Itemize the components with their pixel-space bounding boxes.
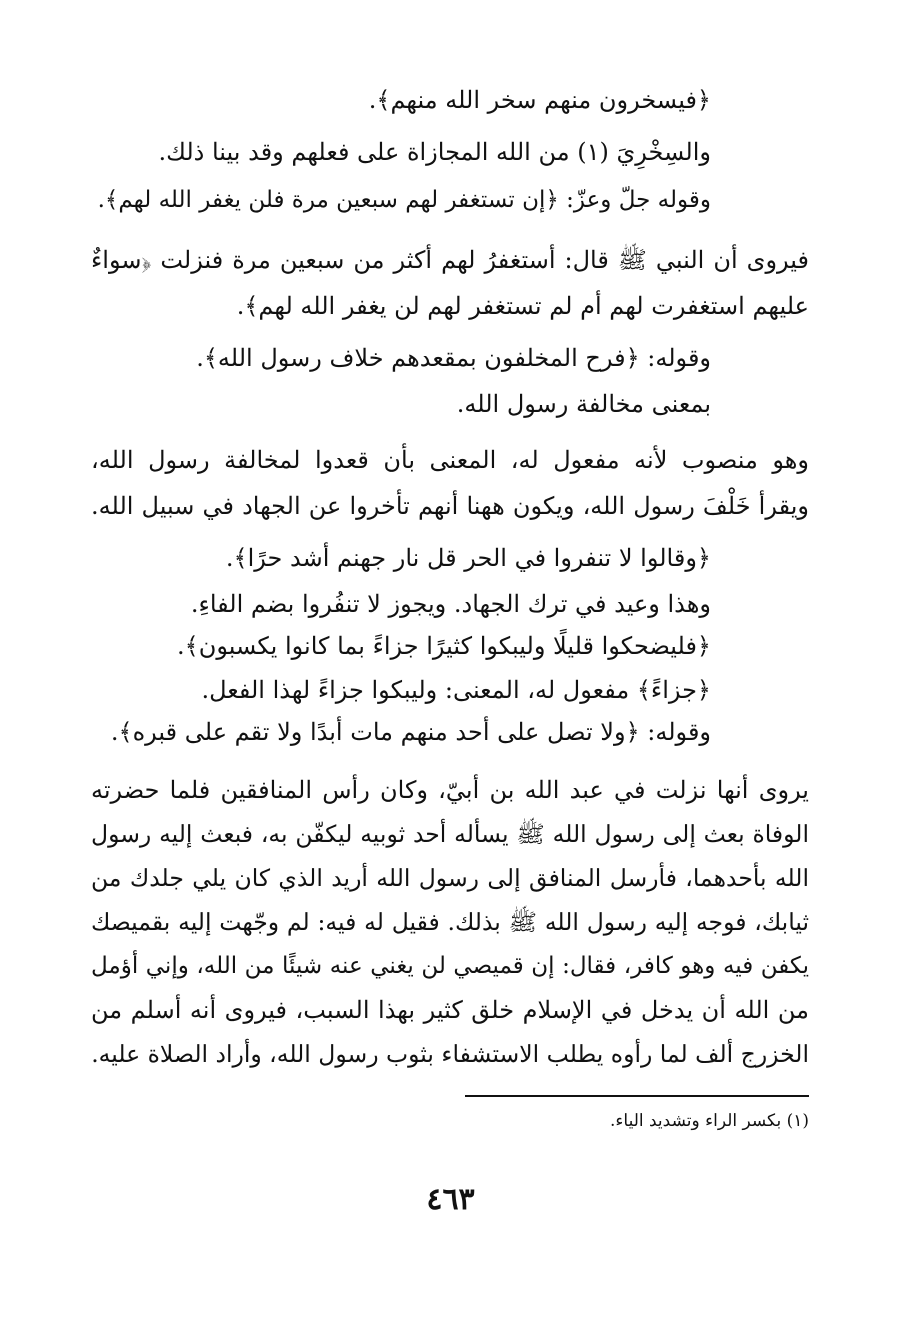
text-line: وهو منصوب لأنه مفعول له، المعنى بأن قعدوا لمخالفة رسول الله، (91, 446, 809, 474)
text-line: الوفاة بعث إلى رسول الله ﷺ يسأله أحد ثوبيه ليكفّن به، فبعث إليه رسول (91, 820, 809, 848)
text-line: الخزرج ألف لما رأوه يطلب الاستشفاء بثوب رسول الله، وأراد الصلاة عليه. (91, 1040, 809, 1068)
text-line: فيروى أن النبي ﷺ قال: أستغفرُ لهم أكثر من سبعين مرة فنزلت ﴿سواءٌ (91, 246, 809, 274)
text-line: والسِخْرِيَ (١) من الله المجازاة على فعلهم وقد بينا ذلك. (158, 138, 711, 166)
quran-quote-line: ﴿وقالوا لا تنفروا في الحر قل نار جهنم أشد حرًا﴾. (225, 544, 711, 572)
text-line: وقوله: ﴿فرح المخلفون بمقعدهم خلاف رسول الله﴾. (196, 344, 711, 372)
footnote-divider (465, 1095, 809, 1097)
quran-quote-line: ﴿فيسخرون منهم سخر الله منهم﴾. (368, 86, 711, 114)
text-line: ثيابك، فوجه إليه رسول الله ﷺ بذلك. فقيل له فيه: لم وجّهت إليه بقميصك (91, 908, 809, 936)
text-line: يروى أنها نزلت في عبد الله بن أبيّ، وكان رأس المنافقين فلما حضرته (91, 776, 809, 804)
text-line: ﴿جزاءً﴾ مفعول له، المعنى: وليبكوا جزاءً لهذا الفعل. (201, 676, 711, 704)
text-line: يكفن فيه وهو كافر، فقال: إن قميصي لن يغني عنه شيئًا من الله، وإني أؤمل (91, 953, 809, 979)
page-number: ٤٦٣ (426, 1182, 475, 1217)
text-line: وهذا وعيد في ترك الجهاد. ويجوز لا تنفُروا بضم الفاءِ. (190, 590, 711, 618)
footnote: (١) بكسر الراء وتشديد الياء. (610, 1111, 809, 1131)
text-line: وقوله: ﴿ولا تصل على أحد منهم مات أبدًا ولا تقم على قبره﴾. (110, 718, 711, 746)
text-line: من الله أن يدخل في الإسلام خلق كثير بهذا السبب، فيروى أنه أسلم من (91, 996, 809, 1024)
text-line: ويقرأ خَلْفَ رسول الله، ويكون ههنا أنهم تأخروا عن الجهاد في سبيل الله. (91, 492, 809, 520)
text-line: عليهم استغفرت لهم أم لم تستغفر لهم لن يغفر الله لهم﴾. (236, 292, 809, 320)
quran-quote-line: ﴿فليضحكوا قليلًا وليبكوا كثيرًا جزاءً بما كانوا يكسبون﴾. (177, 632, 711, 660)
text-line: بمعنى مخالفة رسول الله. (456, 390, 711, 418)
text-line: وقوله جلّ وعزّ: ﴿إن تستغفر لهم سبعين مرة فلن يغفر الله لهم﴾. (97, 187, 711, 213)
text-line: الله بأحدهما، فأرسل المنافق إلى رسول الله أريد الذي كان يلي جلدك من (91, 864, 809, 892)
